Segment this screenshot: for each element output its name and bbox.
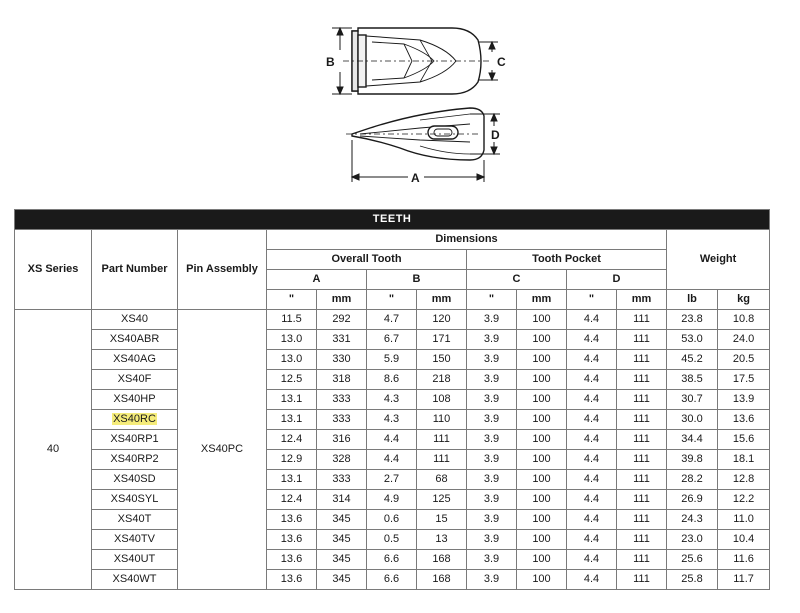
value-cell: 4.4 <box>567 330 617 350</box>
value-cell: 17.5 <box>718 370 770 390</box>
value-cell: 15 <box>417 510 467 530</box>
table-row <box>15 430 770 450</box>
value-cell: 26.9 <box>667 490 718 510</box>
table-row <box>15 390 770 410</box>
value-cell: 23.8 <box>667 310 718 330</box>
table-row <box>15 570 770 590</box>
unit-header: " <box>567 290 617 310</box>
value-cell: 100 <box>517 390 567 410</box>
table-title: TEETH <box>15 210 770 230</box>
value-cell: 4.3 <box>367 390 417 410</box>
unit-header: mm <box>417 290 467 310</box>
value-cell: 4.4 <box>567 530 617 550</box>
value-cell: 23.0 <box>667 530 718 550</box>
tooth-drawing <box>0 0 800 200</box>
value-cell: 30.7 <box>667 390 718 410</box>
value-cell: 111 <box>617 530 667 550</box>
dimension-b-label: B <box>326 55 335 69</box>
value-cell: 13.6 <box>267 510 317 530</box>
value-cell: 316 <box>317 430 367 450</box>
value-cell: 314 <box>317 490 367 510</box>
value-cell: 330 <box>317 350 367 370</box>
table-row <box>15 450 770 470</box>
header-b: B <box>367 270 467 290</box>
unit-header: " <box>267 290 317 310</box>
header-pin-assembly: Pin Assembly <box>178 230 267 310</box>
value-cell: 111 <box>417 430 467 450</box>
value-cell: 13.6 <box>718 410 770 430</box>
value-cell: 168 <box>417 570 467 590</box>
value-cell: 3.9 <box>467 370 517 390</box>
value-cell: 4.7 <box>367 310 417 330</box>
value-cell: 100 <box>517 410 567 430</box>
value-cell: 111 <box>617 390 667 410</box>
value-cell: 345 <box>317 510 367 530</box>
value-cell: 328 <box>317 450 367 470</box>
value-cell: 100 <box>517 330 567 350</box>
header-d: D <box>567 270 667 290</box>
value-cell: 39.8 <box>667 450 718 470</box>
value-cell: 100 <box>517 550 567 570</box>
value-cell: 4.4 <box>567 490 617 510</box>
value-cell: 25.6 <box>667 550 718 570</box>
part-number-cell: XS40RP2 <box>92 450 178 470</box>
value-cell: 24.0 <box>718 330 770 350</box>
value-cell: 3.9 <box>467 330 517 350</box>
value-cell: 45.2 <box>667 350 718 370</box>
value-cell: 13.9 <box>718 390 770 410</box>
value-cell: 100 <box>517 430 567 450</box>
pin-assembly-cell: XS40PC <box>178 310 267 590</box>
header-weight: Weight <box>667 230 770 290</box>
part-number-cell: XS40AG <box>92 350 178 370</box>
value-cell: 12.4 <box>267 490 317 510</box>
header-xs-series: XS Series <box>15 230 92 310</box>
value-cell: 111 <box>617 470 667 490</box>
value-cell: 345 <box>317 530 367 550</box>
value-cell: 168 <box>417 550 467 570</box>
value-cell: 333 <box>317 470 367 490</box>
value-cell: 13.6 <box>267 530 317 550</box>
value-cell: 2.7 <box>367 470 417 490</box>
value-cell: 4.4 <box>567 450 617 470</box>
table-row <box>15 370 770 390</box>
value-cell: 13.1 <box>267 390 317 410</box>
value-cell: 345 <box>317 550 367 570</box>
value-cell: 100 <box>517 370 567 390</box>
value-cell: 111 <box>417 450 467 470</box>
value-cell: 111 <box>617 350 667 370</box>
header-a: A <box>267 270 367 290</box>
unit-header: kg <box>718 290 770 310</box>
value-cell: 4.4 <box>567 570 617 590</box>
value-cell: 24.3 <box>667 510 718 530</box>
header-part-number: Part Number <box>92 230 178 310</box>
value-cell: 25.8 <box>667 570 718 590</box>
unit-header: mm <box>517 290 567 310</box>
value-cell: 100 <box>517 470 567 490</box>
value-cell: 13.1 <box>267 470 317 490</box>
highlighted-part-number: XS40RC <box>113 413 156 425</box>
value-cell: 4.4 <box>567 550 617 570</box>
table-row <box>15 350 770 370</box>
table-row <box>15 550 770 570</box>
value-cell: 28.2 <box>667 470 718 490</box>
header-tooth-pocket: Tooth Pocket <box>467 250 667 270</box>
value-cell: 20.5 <box>718 350 770 370</box>
value-cell: 100 <box>517 530 567 550</box>
value-cell: 12.9 <box>267 450 317 470</box>
value-cell: 100 <box>517 570 567 590</box>
value-cell: 125 <box>417 490 467 510</box>
value-cell: 218 <box>417 370 467 390</box>
value-cell: 111 <box>617 510 667 530</box>
unit-header: mm <box>617 290 667 310</box>
part-number-cell <box>92 410 178 430</box>
part-number-cell: XS40 <box>92 310 178 330</box>
value-cell: 100 <box>517 510 567 530</box>
value-cell: 3.9 <box>467 350 517 370</box>
table-body <box>15 310 770 590</box>
value-cell: 111 <box>617 370 667 390</box>
table-row <box>15 490 770 510</box>
value-cell: 4.4 <box>567 310 617 330</box>
value-cell: 100 <box>517 310 567 330</box>
value-cell: 3.9 <box>467 410 517 430</box>
value-cell: 111 <box>617 490 667 510</box>
value-cell: 0.6 <box>367 510 417 530</box>
table-row <box>15 410 770 430</box>
header-dimensions: Dimensions <box>267 230 667 250</box>
dimension-a-label: A <box>411 171 420 185</box>
value-cell: 13.6 <box>267 570 317 590</box>
part-number-cell: XS40WT <box>92 570 178 590</box>
value-cell: 13.0 <box>267 350 317 370</box>
value-cell: 171 <box>417 330 467 350</box>
value-cell: 13.0 <box>267 330 317 350</box>
value-cell: 6.6 <box>367 550 417 570</box>
value-cell: 4.9 <box>367 490 417 510</box>
dimension-c-label: C <box>497 55 506 69</box>
value-cell: 110 <box>417 410 467 430</box>
value-cell: 68 <box>417 470 467 490</box>
value-cell: 3.9 <box>467 530 517 550</box>
header-overall-tooth: Overall Tooth <box>267 250 467 270</box>
value-cell: 34.4 <box>667 430 718 450</box>
value-cell: 120 <box>417 310 467 330</box>
value-cell: 3.9 <box>467 510 517 530</box>
value-cell: 0.5 <box>367 530 417 550</box>
unit-header: mm <box>317 290 367 310</box>
xs-series-cell: 40 <box>15 310 92 590</box>
table-row <box>15 470 770 490</box>
teeth-spec-table <box>14 209 770 590</box>
value-cell: 318 <box>317 370 367 390</box>
value-cell: 100 <box>517 450 567 470</box>
header-c: C <box>467 270 567 290</box>
value-cell: 10.8 <box>718 310 770 330</box>
table-row <box>15 510 770 530</box>
unit-header: " <box>367 290 417 310</box>
value-cell: 150 <box>417 350 467 370</box>
value-cell: 111 <box>617 410 667 430</box>
part-number-cell: XS40T <box>92 510 178 530</box>
value-cell: 4.4 <box>567 430 617 450</box>
value-cell: 5.9 <box>367 350 417 370</box>
value-cell: 111 <box>617 550 667 570</box>
value-cell: 4.4 <box>567 510 617 530</box>
value-cell: 3.9 <box>467 570 517 590</box>
table-row <box>15 330 770 350</box>
value-cell: 12.4 <box>267 430 317 450</box>
tooth-side-view <box>346 108 484 160</box>
value-cell: 333 <box>317 390 367 410</box>
value-cell: 100 <box>517 490 567 510</box>
value-cell: 108 <box>417 390 467 410</box>
value-cell: 4.4 <box>567 370 617 390</box>
value-cell: 3.9 <box>467 470 517 490</box>
value-cell: 11.0 <box>718 510 770 530</box>
value-cell: 6.6 <box>367 570 417 590</box>
tooth-top-view <box>343 28 490 94</box>
value-cell: 11.7 <box>718 570 770 590</box>
value-cell: 15.6 <box>718 430 770 450</box>
value-cell: 4.4 <box>567 350 617 370</box>
part-number-cell: XS40RP1 <box>92 430 178 450</box>
value-cell: 4.4 <box>567 410 617 430</box>
value-cell: 4.4 <box>567 470 617 490</box>
table-row <box>15 530 770 550</box>
value-cell: 13 <box>417 530 467 550</box>
part-number-cell: XS40ABR <box>92 330 178 350</box>
value-cell: 3.9 <box>467 310 517 330</box>
value-cell: 4.4 <box>367 450 417 470</box>
value-cell: 111 <box>617 450 667 470</box>
value-cell: 11.5 <box>267 310 317 330</box>
value-cell: 111 <box>617 430 667 450</box>
value-cell: 12.2 <box>718 490 770 510</box>
value-cell: 3.9 <box>467 490 517 510</box>
value-cell: 3.9 <box>467 430 517 450</box>
value-cell: 12.5 <box>267 370 317 390</box>
unit-header: " <box>467 290 517 310</box>
value-cell: 13.6 <box>267 550 317 570</box>
part-number-cell: XS40F <box>92 370 178 390</box>
value-cell: 6.7 <box>367 330 417 350</box>
value-cell: 3.9 <box>467 450 517 470</box>
value-cell: 10.4 <box>718 530 770 550</box>
value-cell: 3.9 <box>467 550 517 570</box>
value-cell: 331 <box>317 330 367 350</box>
value-cell: 4.4 <box>367 430 417 450</box>
part-number-cell: XS40SD <box>92 470 178 490</box>
value-cell: 3.9 <box>467 390 517 410</box>
value-cell: 111 <box>617 570 667 590</box>
value-cell: 13.1 <box>267 410 317 430</box>
value-cell: 30.0 <box>667 410 718 430</box>
part-number-cell: XS40HP <box>92 390 178 410</box>
unit-header: lb <box>667 290 718 310</box>
value-cell: 111 <box>617 310 667 330</box>
value-cell: 53.0 <box>667 330 718 350</box>
table-row <box>15 310 770 330</box>
value-cell: 111 <box>617 330 667 350</box>
value-cell: 292 <box>317 310 367 330</box>
value-cell: 4.3 <box>367 410 417 430</box>
value-cell: 8.6 <box>367 370 417 390</box>
dimension-d-label: D <box>491 128 500 142</box>
value-cell: 333 <box>317 410 367 430</box>
value-cell: 100 <box>517 350 567 370</box>
part-number-cell: XS40TV <box>92 530 178 550</box>
value-cell: 18.1 <box>718 450 770 470</box>
value-cell: 11.6 <box>718 550 770 570</box>
value-cell: 12.8 <box>718 470 770 490</box>
part-number-cell: XS40SYL <box>92 490 178 510</box>
value-cell: 4.4 <box>567 390 617 410</box>
value-cell: 345 <box>317 570 367 590</box>
part-number-cell: XS40UT <box>92 550 178 570</box>
value-cell: 38.5 <box>667 370 718 390</box>
